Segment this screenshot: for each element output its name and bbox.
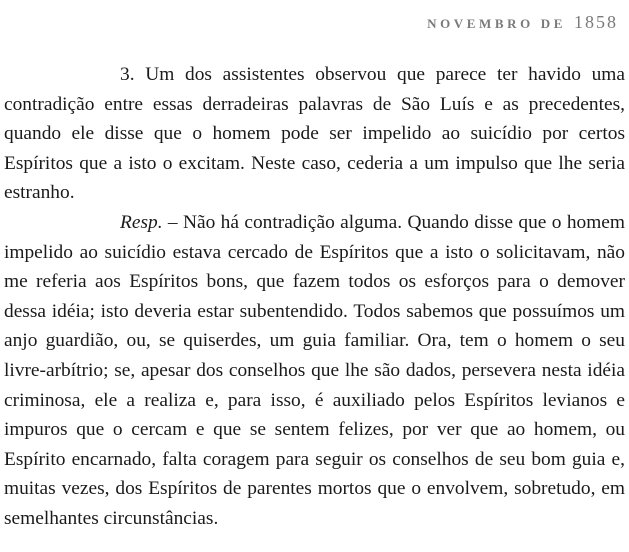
header-year: 1858 xyxy=(574,12,618,32)
response-text: – Não há contradição alguma. Quando disse que o homem impelido ao suicídio estava cercado de Espíritos que a isto o solicitavam, não me referia aos Espíritos bons, que fazem todos os esforços para o demover dessa idéia; isto deveria estar subentendido. Todos sabemos que possuímos um anjo guardião, ou, se quiserdes, um guia familiar. Ora, tem o homem o seu livre-arbítrio; se, apesar dos conselhos que lhe são dados, persevera nesta idéia criminosa, ele a realiza e, para isso, é auxiliado pelos Espíritos levianos e impuros que o cercam e que se sentem felizes, por ver que ao homem, ou Espírito encarnado, falta coragem para seguir os conselhos de seu bom guia e, muitas vezes, dos Espíritos de parentes mortos que o envolvem, sobretudo, em semelhantes circunstâncias. xyxy=(4,211,625,529)
page-body xyxy=(4,60,625,534)
header-month: NOVEMBRO DE xyxy=(427,16,566,31)
running-header xyxy=(427,12,618,33)
question-paragraph: 3. Um dos assistentes observou que parece ter havido uma contradição entre essas derradeiras palavras de São Luís e as precedentes, quando ele disse que o homem pode ser impelido ao suicídio por certos Espíritos que a isto o excitam. Neste caso, cederia a um impulso que lhe seria estranho. xyxy=(4,64,625,204)
response-label: Resp. xyxy=(120,211,163,233)
response-paragraph xyxy=(4,208,625,534)
